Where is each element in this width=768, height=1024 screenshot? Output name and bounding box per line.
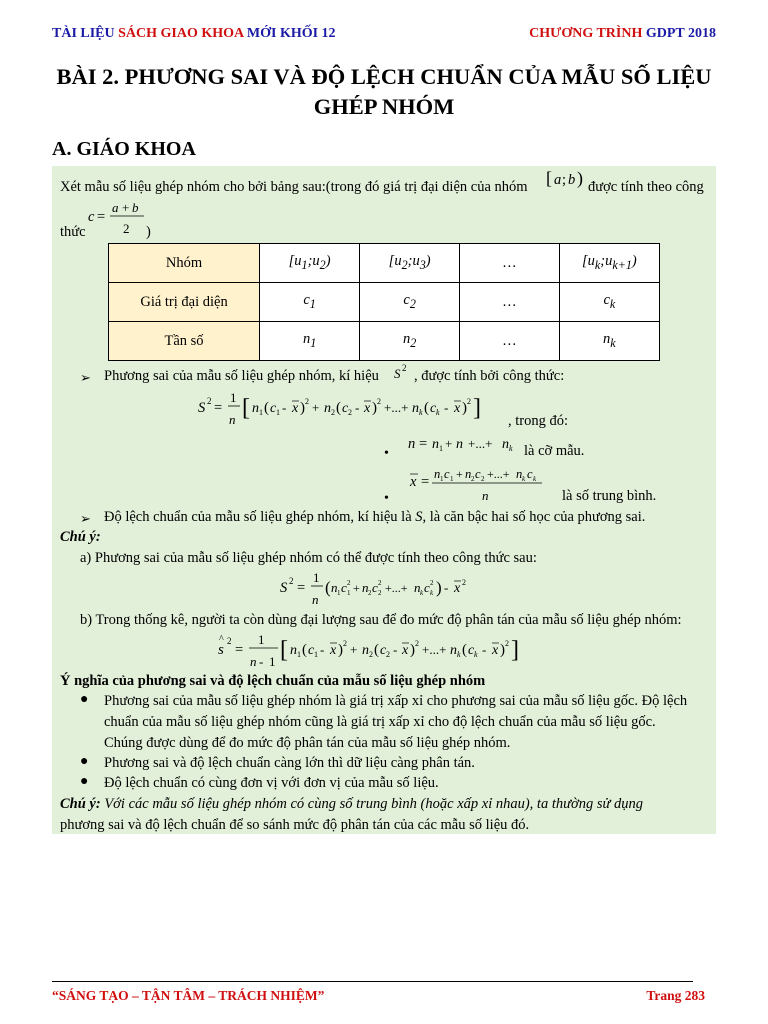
svg-text:+...+: +...+ [487,467,510,481]
svg-text:): ) [410,642,415,658]
svg-text:n: n [434,467,441,481]
svg-text:(: ( [462,642,467,658]
variance-formula [198,388,518,432]
note-a: a) Phương sai của mẫu số liệu ghép nhóm có thể được tính theo công thức sau: [80,550,537,566]
row-label-group: Nhóm [109,244,260,283]
svg-text:n: n [450,643,457,658]
svg-text:(: ( [424,400,429,416]
svg-text:(: ( [302,642,307,658]
svg-text:n: n [362,643,369,658]
table-row-group [109,244,660,283]
svg-text:-: - [355,400,360,415]
svg-text:k: k [533,475,537,483]
svg-text:2: 2 [331,408,335,417]
svg-text:2: 2 [227,636,232,646]
note-label: Chú ý: [60,529,101,545]
intro-text: Xét mẫu số liệu ghép nhóm cho bởi bảng sau:(trong đó giá trị đại diện của nhóm [60,179,528,195]
svg-text:): ) [577,168,583,188]
svg-text:1: 1 [269,654,276,669]
svg-text:1: 1 [314,650,318,659]
page-number: Trang 283 [646,988,705,1003]
mean-text: là số trung bình. [562,488,657,504]
svg-text:n: n [362,580,369,595]
svg-text:-: - [393,642,398,657]
svg-text:2: 2 [462,578,466,587]
svg-text:c: c [380,643,387,658]
svg-text:1: 1 [347,589,351,597]
svg-text:x: x [292,401,299,416]
table-row-frequency [109,322,660,361]
variance-intro: Phương sai của mẫu số liệu ghép nhóm, kí hiệu [104,368,379,384]
svg-text:2: 2 [348,408,352,417]
svg-text:S: S [198,400,206,416]
svg-text:n: n [465,467,472,481]
svg-text:c: c [308,643,315,658]
svg-text:k: k [420,589,424,597]
svg-text:2: 2 [467,397,471,406]
svg-text:n: n [312,592,319,607]
svg-text:c: c [430,401,437,416]
svg-text:c: c [88,209,95,225]
std-dev-text: Độ lệch chuẩn của mẫu số liệu ghép nhóm, kí hiệu là S, là căn bậc hai số học của phương sai. [104,509,646,525]
svg-text:x: x [410,474,417,490]
cell-n1: $n_1$ [260,322,360,361]
sample-variance-formula [218,630,558,674]
svg-text:1: 1 [259,408,263,417]
svg-text:x: x [454,401,461,416]
footer-motto: “SÁNG TẠO – TẬN TÂM – TRÁCH NHIỆM” [52,988,325,1003]
svg-text:2: 2 [377,397,381,406]
arrow-bullet-icon: ➢ [80,511,91,526]
svg-text:2: 2 [386,650,390,659]
svg-text:n: n [432,437,439,452]
svg-text:S: S [394,366,401,381]
svg-text:x: x [454,581,461,596]
cell-c-ellipsis: … [460,283,560,322]
svg-text:=: = [419,436,428,452]
svg-text:n: n [408,436,416,452]
svg-text:(: ( [336,400,341,416]
svg-text:2: 2 [415,639,419,648]
svg-text:1: 1 [337,589,341,597]
footer-divider [52,981,693,982]
svg-text:a: a [112,200,119,215]
row-label-frequency: Tần số [109,322,260,361]
svg-text:k: k [522,475,526,483]
svg-text:2: 2 [305,397,309,406]
note2-line1: Chú ý: Với các mẫu số liệu ghép nhóm có cùng số trung bình (hoặc xấp xỉ nhau), ta thường sử dụng [60,796,644,812]
row-label-representative: Giá trị đại diện [109,283,260,322]
svg-text:k: k [509,444,513,453]
svg-text:x: x [402,643,409,658]
cell-group-2: $[u_2;u_3)$ [360,244,460,283]
svg-text:n: n [502,437,509,452]
svg-text:1: 1 [297,650,301,659]
svg-text:c: c [444,467,450,481]
grouped-data-table [108,243,660,361]
svg-text:): ) [436,578,442,597]
meaning-heading: Ý nghĩa của phương sai và độ lệch chuẩn của mẫu số liệu ghép nhóm [60,673,486,689]
cell-nk: $n_k$ [559,322,659,361]
meaning-b1-line2: chuẩn của mẫu số liệu ghép nhóm cũng là giá trị xấp xỉ cho độ lệch chuẩn của mẫu số liệu gốc. [104,714,656,730]
svg-text:+: + [353,581,360,595]
cell-group-1: $[u_1;u_2)$ [260,244,360,283]
svg-text:k: k [436,408,440,417]
svg-text:c: c [342,401,349,416]
svg-text:(: ( [374,642,379,658]
svg-text:=: = [214,400,223,416]
svg-text:c: c [424,580,430,595]
cell-group-ellipsis: … [460,244,560,283]
svg-text:x: x [364,401,371,416]
svg-text:+: + [122,200,130,215]
svg-text:x: x [492,643,499,658]
svg-text:n: n [482,488,489,503]
svg-text:+...+: +...+ [422,642,447,657]
meaning-b3: Độ lệch chuẩn có cùng đơn vị với đơn vị của mẫu số liệu. [104,775,439,791]
svg-text:n: n [324,401,331,416]
svg-text:b: b [132,200,139,215]
svg-text:c: c [270,401,277,416]
bullet-dot-icon: • [384,491,389,506]
svg-text:n: n [250,654,257,669]
bullet-dot-icon: • [384,446,389,461]
svg-text:+: + [456,467,463,481]
svg-text:k: k [430,589,434,597]
svg-text:2: 2 [378,589,382,597]
intro-text-3: thức [60,224,86,240]
svg-text:n: n [456,437,463,452]
svg-text:2: 2 [378,579,382,587]
meaning-b1-line1: Phương sai của mẫu số liệu ghép nhóm là giá trị xấp xỉ cho phương sai của mẫu số liệu gốc. Độ lệch [104,693,688,709]
svg-text:k: k [419,408,423,417]
svg-text:-: - [282,400,287,415]
svg-text:c: c [468,643,475,658]
svg-text:+...+: +...+ [385,581,408,595]
svg-text:[: [ [546,168,552,188]
cell-c2: $c_2$ [360,283,460,322]
title-line-2: GHÉP NHÓM [313,94,455,119]
svg-text:]: ] [473,395,481,421]
title-line-1: BÀI 2. PHƯƠNG SAI VÀ ĐỘ LỆCH CHUẨN CỦA MẪU SỐ LIỆU [56,64,712,89]
svg-text:-: - [259,654,264,669]
note2-line2: phương sai và độ lệch chuẩn để so sánh mức độ phân tán của các mẫu số liệu đó. [60,817,530,833]
svg-text:x: x [330,643,337,658]
arrow-bullet-icon: ➢ [80,370,91,385]
svg-text:2: 2 [368,589,372,597]
svg-text:-: - [444,580,449,595]
cell-n-ellipsis: … [460,322,560,361]
svg-text:2: 2 [343,639,347,648]
svg-text:2: 2 [207,396,212,406]
cell-ck: $c_k$ [559,283,659,322]
variance-symbol [392,362,416,386]
svg-text:=: = [97,209,106,225]
page-header [0,26,768,48]
cell-n2: $n_2$ [360,322,460,361]
svg-text:+...+: +...+ [468,436,493,451]
svg-text:c: c [527,467,533,481]
svg-text:2: 2 [369,650,373,659]
svg-text:c: c [475,467,481,481]
meaning-b1-line3: Chúng được dùng để đo mức độ phân tán của mẫu số liệu ghép nhóm. [104,735,511,751]
svg-text:k: k [457,650,461,659]
header-left: TÀI LIỆU SÁCH GIAO KHOA MỚI KHỐI 12 [52,26,336,41]
svg-text:2: 2 [347,579,351,587]
svg-text:2: 2 [430,579,434,587]
cell-c1: $c_1$ [260,283,360,322]
svg-text:^: ^ [219,634,224,645]
svg-text:+: + [350,642,358,657]
svg-text:S: S [280,580,288,596]
interval-a-b-formula [546,166,586,194]
bullet-dot-icon: ● [80,692,89,707]
svg-text:): ) [372,400,377,416]
mean-formula [408,460,558,504]
svg-text:n: n [290,643,297,658]
bullet-dot-icon: ● [80,754,89,769]
svg-text:]: ] [511,637,519,663]
svg-text:n: n [331,580,338,595]
svg-text:n: n [516,467,523,481]
svg-text:-: - [482,642,487,657]
svg-text:=: = [297,580,306,596]
svg-text:): ) [338,642,343,658]
header-right: CHƯƠNG TRÌNH GDPT 2018 [529,26,716,41]
lesson-title [40,62,728,122]
bullet-dot-icon: ● [80,774,89,789]
intro-text-4: ) [146,224,151,240]
svg-text:-: - [320,642,325,657]
svg-text:): ) [500,642,505,658]
variance-trong-do: , trong đó: [508,413,569,429]
svg-text:-: - [444,400,449,415]
svg-text:1: 1 [450,475,454,483]
svg-text:): ) [300,400,305,416]
svg-text:2: 2 [289,576,294,586]
svg-text:n: n [252,401,259,416]
svg-text:2: 2 [481,475,485,483]
svg-text:c: c [372,580,378,595]
svg-text:+: + [312,400,320,415]
svg-text:2: 2 [123,221,130,236]
svg-text:+...+: +...+ [384,400,409,415]
svg-text:2: 2 [402,363,407,373]
sample-size-text: là cỡ mẫu. [524,443,585,459]
svg-text:s: s [218,642,224,658]
svg-text:1: 1 [313,570,320,585]
svg-text:b: b [568,172,576,188]
svg-text:n: n [229,412,236,427]
svg-text:=: = [421,474,430,490]
svg-text:2: 2 [505,639,509,648]
svg-text:c: c [341,580,347,595]
sample-size-formula [408,430,528,456]
svg-text:a: a [554,172,562,188]
svg-text:1: 1 [440,475,444,483]
svg-text:2: 2 [471,475,475,483]
svg-text:+: + [445,436,453,451]
svg-text:k: k [474,650,478,659]
section-heading: A. GIÁO KHOA [52,138,196,160]
svg-text:=: = [235,642,244,658]
table-row-representative [109,283,660,322]
intro-text-2: được tính theo công [588,179,704,195]
svg-text:;: ; [562,172,567,188]
svg-text:[: [ [242,395,250,421]
svg-text:(: ( [325,578,331,597]
meaning-b2: Phương sai và độ lệch chuẩn càng lớn thì dữ liệu càng phân tán. [104,755,475,771]
svg-text:n: n [412,401,419,416]
svg-text:1: 1 [230,390,237,405]
note-b: b) Trong thống kê, người ta còn dùng đại lượng sau để đo mức độ phân tán của mẫu số liệu ghép nhóm: [80,612,682,628]
variance-alt-formula [280,568,500,612]
cell-group-k: $[u_k;u_{k+1})$ [559,244,659,283]
svg-text:1: 1 [439,444,443,453]
svg-text:(: ( [264,400,269,416]
svg-text:n: n [414,580,421,595]
svg-text:): ) [462,400,467,416]
svg-text:1: 1 [276,408,280,417]
svg-text:1: 1 [258,632,265,647]
svg-text:[: [ [280,637,288,663]
variance-intro-end: , được tính bởi công thức: [414,368,565,384]
